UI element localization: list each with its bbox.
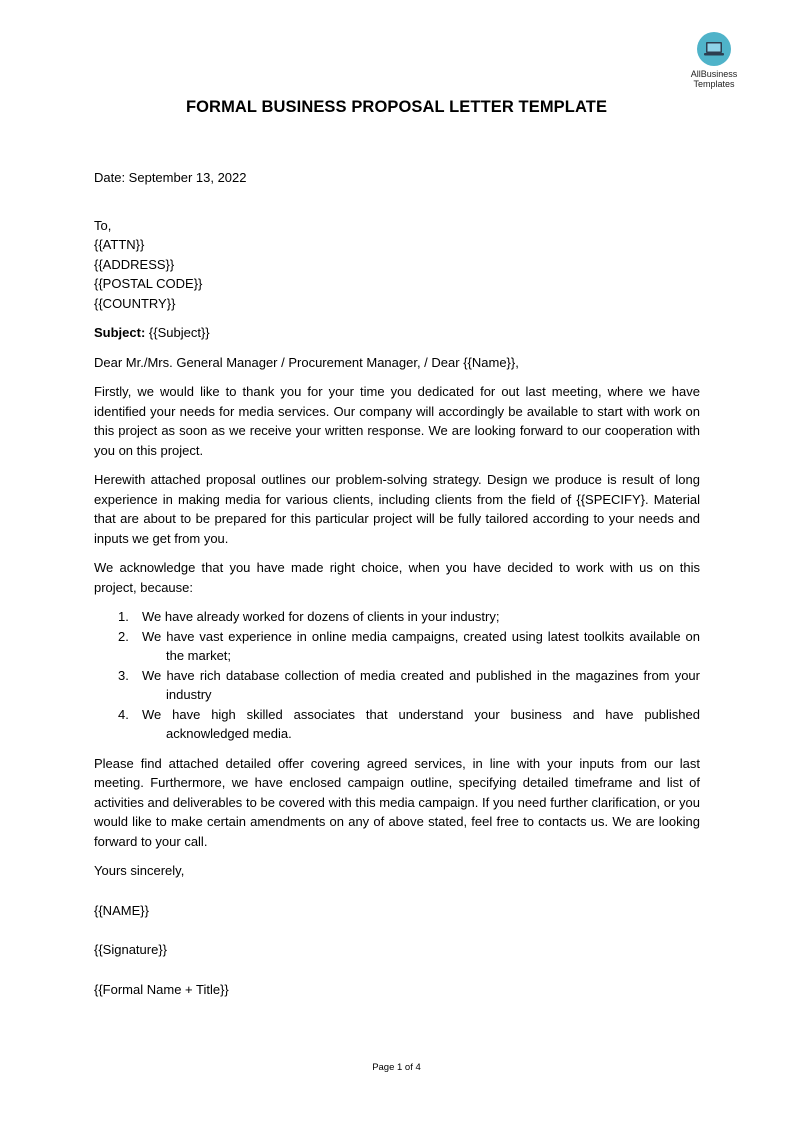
allbusiness-templates-logo	[682, 32, 746, 89]
document-title: FORMAL BUSINESS PROPOSAL LETTER TEMPLATE	[185, 98, 608, 116]
letter-body	[94, 168, 700, 1009]
reasons-list	[94, 607, 700, 744]
list-item: 1. We have already worked for dozens of clients in your industry;	[118, 609, 500, 624]
paragraph: Herewith attached proposal outlines our problem-solving strategy. Design we produce is result of long experience in making media for various clients, including clients from the field of {{SPECIFY}. Material that are about to be prepared for this particular project will be fully tailored according to your needs and inputs we get from you.	[94, 472, 700, 546]
list-item: 4. We have high skilled associates that understand your business and have published acknowledged media.	[118, 706, 700, 741]
address-line: {{COUNTRY}}	[94, 295, 176, 311]
salutation: Dear Mr./Mrs. General Manager / Procurement Manager, / Dear {{Name}},	[94, 354, 519, 370]
address-line: {{POSTAL CODE}}	[94, 276, 203, 291]
signature-placeholder: {{Signature}}	[94, 942, 168, 957]
paragraph: Firstly, we would like to thank you for your time you dedicated for out last meeting, where we have identified your needs for media services. Our company will accordingly be available to start with work on this project as soon as we receive your written response. We are looking forward to our cooperation with you on this project.	[94, 384, 700, 458]
closing-paragraph: Please find attached detailed offer covering agreed services, in line with your inputs from our last meeting. Furthermore, we have enclosed campaign outline, specifying detailed timeframe and list of activities and deliverables to be covered with this media campaign. If you need further clarification, or you would like to make certain amendments on any of above stated, feel free to contacts us. We are looking forward to your call.	[94, 755, 700, 849]
formal-name-placeholder: {{Formal Name + Title}}	[94, 981, 229, 997]
address-line: {{ADDRESS}}	[94, 256, 175, 272]
sign-off: Yours sincerely,	[94, 863, 185, 878]
subject-label: Subject:	[94, 325, 146, 340]
list-item: 3. We have rich database collection of media created and published in the magazines from your industry	[118, 667, 700, 702]
paragraph: We acknowledge that you have made right choice, when you have decided to work with us on this project, because:	[94, 560, 700, 595]
list-item: 2. We have vast experience in online media campaigns, created using latest toolkits available on the market;	[118, 628, 700, 663]
name-placeholder: {{NAME}}	[94, 902, 149, 918]
subject-line	[94, 323, 700, 343]
address-line: {{ATTN}}	[94, 237, 145, 252]
laptop-icon	[697, 32, 731, 66]
address-line: To,	[94, 217, 112, 233]
recipient-address	[94, 216, 700, 314]
date-line: Date: September 13, 2022	[94, 170, 247, 185]
subject-value: {{Subject}}	[145, 325, 210, 340]
logo-text: AllBusiness Templates	[690, 69, 738, 89]
page-number: Page 1 of 4	[372, 1062, 421, 1073]
